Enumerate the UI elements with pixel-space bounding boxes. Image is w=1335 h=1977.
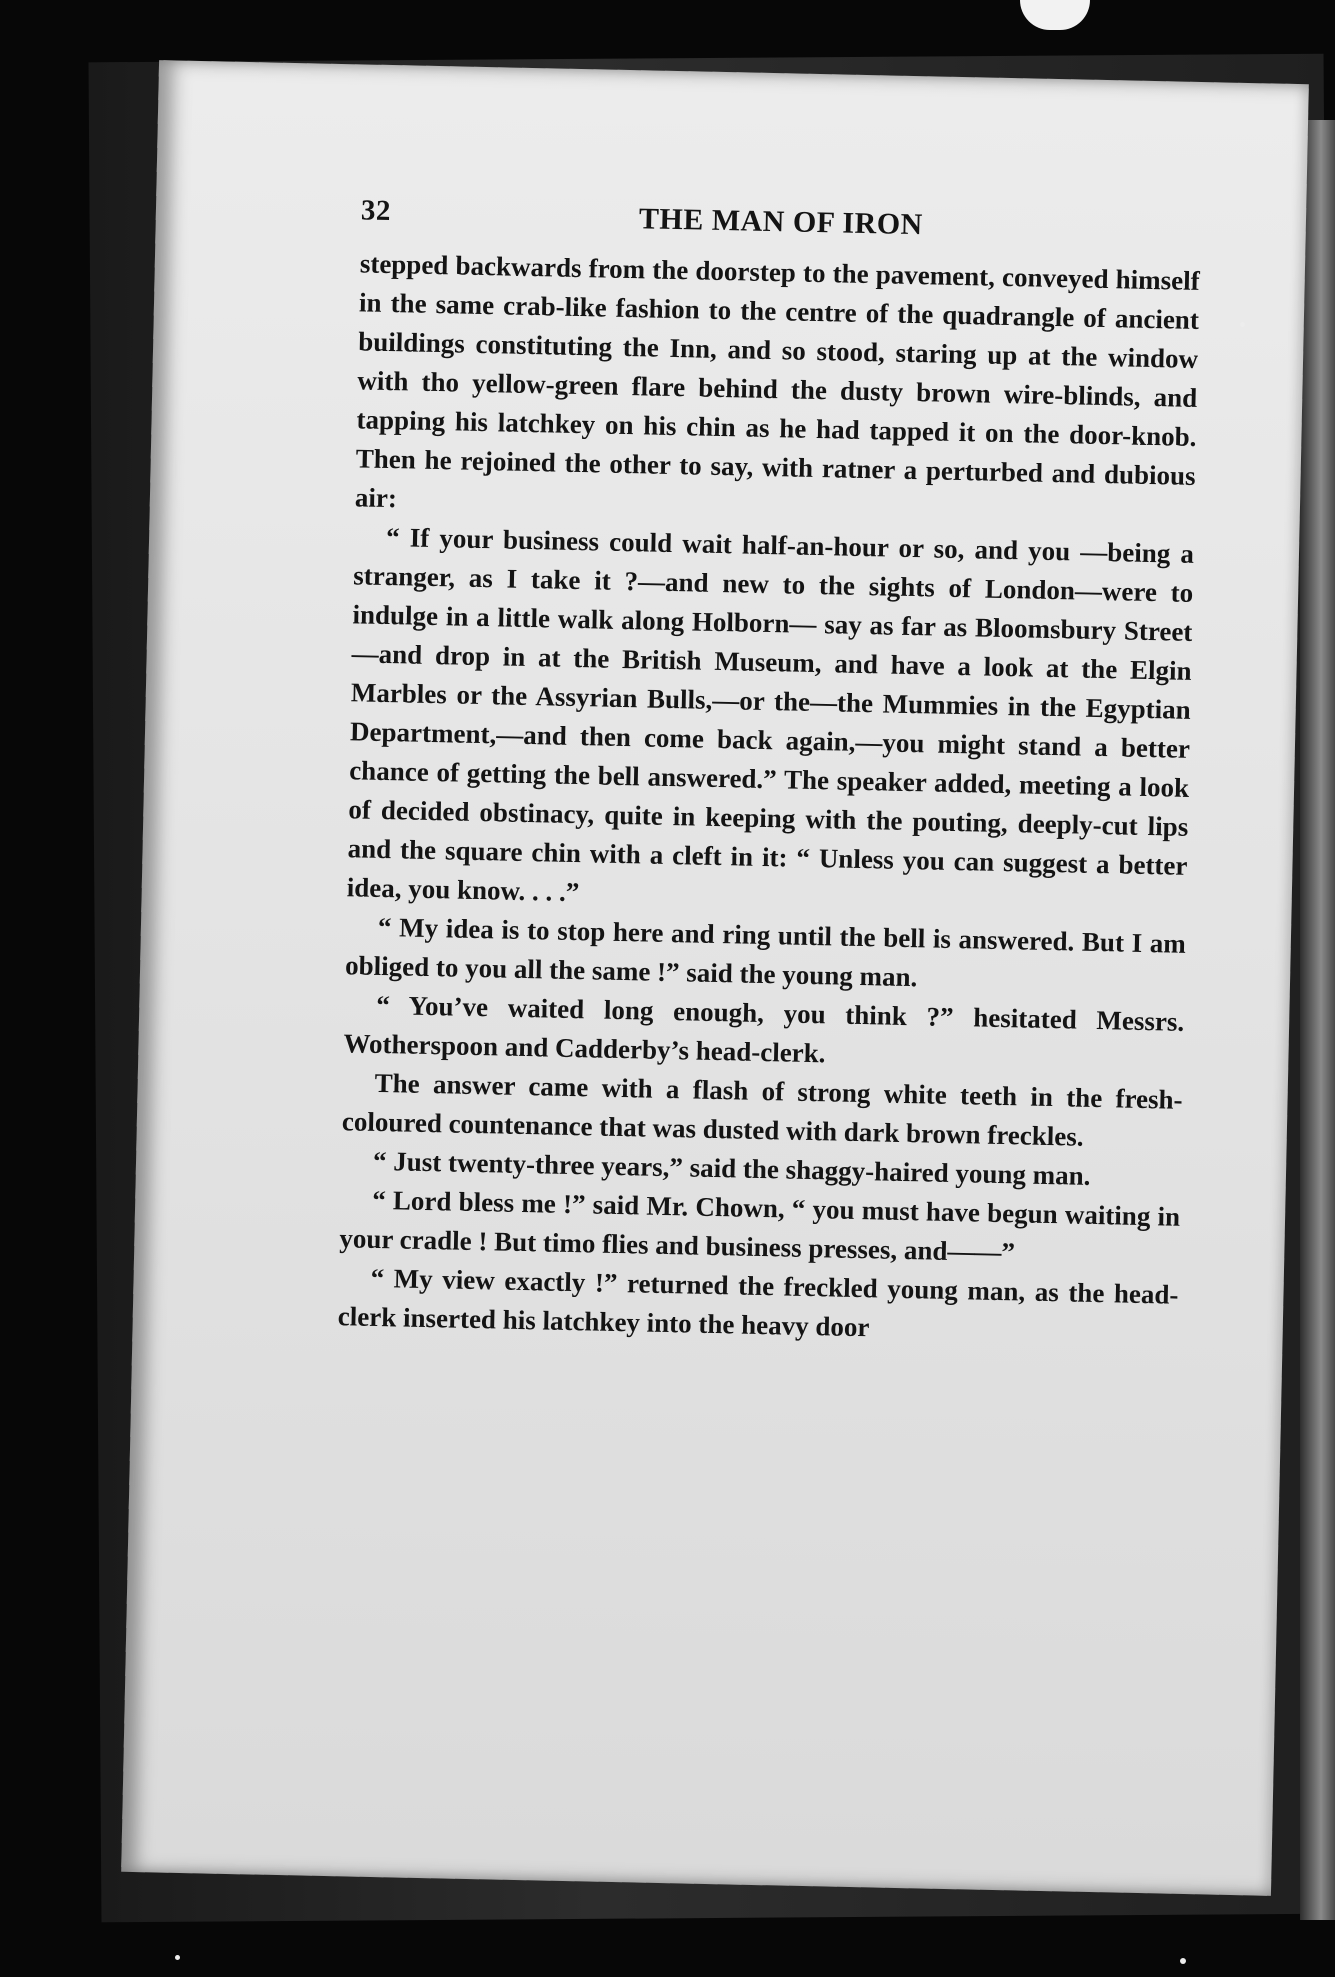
paragraph: stepped backwards from the doorstep to the pavement, conveyed himself in the same crab-like fashion to the centre of the quadrangle of ancient buildings constituting the Inn, and so stood, staring up at the window with tho yellow-green flare behind the dusty brown wire-blinds, and tapping his latchkey on his chin as he had tapped it on the door-knob. Then he rejoined the other to say, with ratner a perturbed and dubious air: [354,248,1201,514]
paragraph: “ My view exactly !” returned the freckled young man, as the head-clerk inserted his latchkey into the heavy door [337,1262,1179,1343]
paragraph: “ You’ve waited long enough, you think ?” hesitated Messrs. Wotherspoon and Cadderby’s head-clerk. [343,989,1185,1069]
book-page [121,60,1309,1896]
scan-speck [1180,1958,1186,1964]
next-page-edge [1300,120,1335,1920]
scan-speck [1240,322,1245,327]
paragraph: “ My idea is to stop here and ring until the bell is answered. But I am obliged to you all the same !” said the young man. [344,911,1187,993]
top-scan-blot [1020,0,1090,30]
paragraph: “ If your business could wait half-an-hour or so, and you —being a stranger, as I take it ?—and new to the sights of London—were to indulge in a little walk along Holborn— say as far as Bloomsbury Street—and drop in at the British Museum, and have a look at the Elgin Marbles or the Assyrian Bulls,—or the—the Mummies in the Egyptian Department,—and then come back again,—you might stand a better chance of getting the bell answered.” The speaker added, meeting a look of decided obstinacy, quite in keeping with the pouting, deeply-cut lips and the square chin with a cleft in it: “ Unless you can suggest a better idea, you know. . . .” [346,522,1195,908]
paragraph: “ Lord bless me !” said Mr. Chown, “ you must have begun waiting in your cradle ! But timo flies and business presses, and——” [339,1184,1181,1268]
paragraph: “ Just twenty-three years,” said the shaggy-haired young man. [372,1145,1091,1191]
page-content [337,194,1201,1353]
paragraph: The answer came with a flash of strong white teeth in the fresh-coloured countenance that was dusted with dark brown freckles. [341,1067,1183,1152]
page-number: 32 [360,194,392,228]
body-text [337,244,1200,1353]
scan-speck [175,1955,180,1960]
running-title: THE MAN OF IRON [638,202,924,242]
